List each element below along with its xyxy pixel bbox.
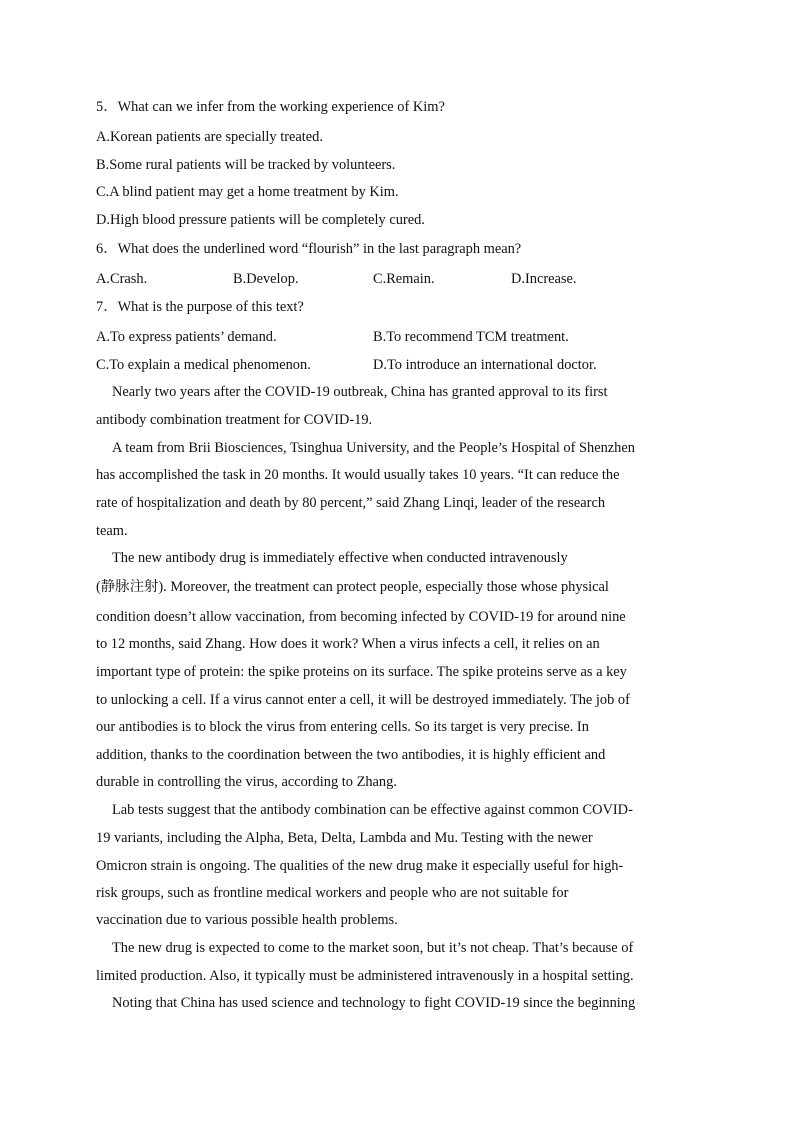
passage-p3-line: important type of protein: the spike proteins on its surface. The spike proteins serve as a key [96,664,627,680]
passage-p2-line: has accomplished the task in 20 months. It would usually takes 10 years. “It can reduce the [96,467,620,483]
passage-p3-line: durable in controlling the virus, according to Zhang. [96,774,397,790]
passage-p3-line: our antibodies is to block the virus from entering cells. So its target is very precise. In [96,719,589,735]
passage-p1-line: Nearly two years after the COVID-19 outbreak, China has granted approval to its first [112,384,608,400]
question-7-stem: 7．What is the purpose of this text? [96,299,304,315]
passage-p5-line: limited production. Also, it typically must be administered intravenously in a hospital setting. [96,968,634,984]
question-5-stem: 5．What can we infer from the working experience of Kim? [96,99,445,115]
question-7-option-d: D.To introduce an international doctor. [373,357,597,373]
passage-p3-line: to 12 months, said Zhang. How does it work? When a virus infects a cell, it relies on an [96,636,600,652]
question-5-option-d: D.High blood pressure patients will be completely cured. [96,212,425,228]
passage-p2-line: rate of hospitalization and death by 80 percent,” said Zhang Linqi, leader of the research [96,495,606,511]
question-5-option-b: B.Some rural patients will be tracked by volunteers. [96,157,396,173]
passage-p5-line: The new drug is expected to come to the market soon, but it’s not cheap. That’s because of [112,940,634,956]
question-6-option-a: A.Crash. [96,271,148,287]
question-7-option-c: C.To explain a medical phenomenon. [96,357,311,373]
passage-p3-line: addition, thanks to the coordination between the two antibodies, it is highly efficient and [96,747,606,763]
passage-p4-line: 19 variants, including the Alpha, Beta, Delta, Lambda and Mu. Testing with the newer [96,830,593,846]
passage-p4-line: risk groups, such as frontline medical workers and people who are not suitable for [96,885,569,901]
passage-p4-line: Omicron strain is ongoing. The qualities of the new drug make it especially useful for high- [96,858,624,874]
question-7-option-b: B.To recommend TCM treatment. [373,329,569,345]
question-7-option-a: A.To express patients’ demand. [96,329,277,345]
question-6-option-b: B.Develop. [233,271,299,287]
question-6-option-d: D.Increase. [511,271,577,287]
passage-p4-line: Lab tests suggest that the antibody combination can be effective against common COVID- [112,802,633,818]
passage-p3-line: condition doesn’t allow vaccination, from becoming infected by COVID-19 for around nine [96,609,626,625]
passage-p2-line: A team from Brii Biosciences, Tsinghua University, and the People’s Hospital of Shenzhen [112,440,635,456]
question-5-option-c: C.A blind patient may get a home treatment by Kim. [96,184,399,200]
passage-p1-line: antibody combination treatment for COVID-19. [96,412,373,428]
passage-p3-line: The new antibody drug is immediately effective when conducted intravenously [112,550,568,566]
passage-p3-line: to unlocking a cell. If a virus cannot enter a cell, it will be destroyed immediately. The job of [96,692,630,708]
question-6-stem: 6．What does the underlined word “flourish” in the last paragraph mean? [96,241,522,257]
passage-p4-line: vaccination due to various possible health problems. [96,912,398,928]
passage-p2-line: team. [96,523,128,539]
passage-p3-line: (静脉注射). Moreover, the treatment can protect people, especially those whose physical [96,579,609,595]
question-6-option-c: C.Remain. [373,271,435,287]
passage-p6-line: Noting that China has used science and technology to fight COVID-19 since the beginning [112,995,636,1011]
question-5-option-a: A.Korean patients are specially treated. [96,129,323,145]
